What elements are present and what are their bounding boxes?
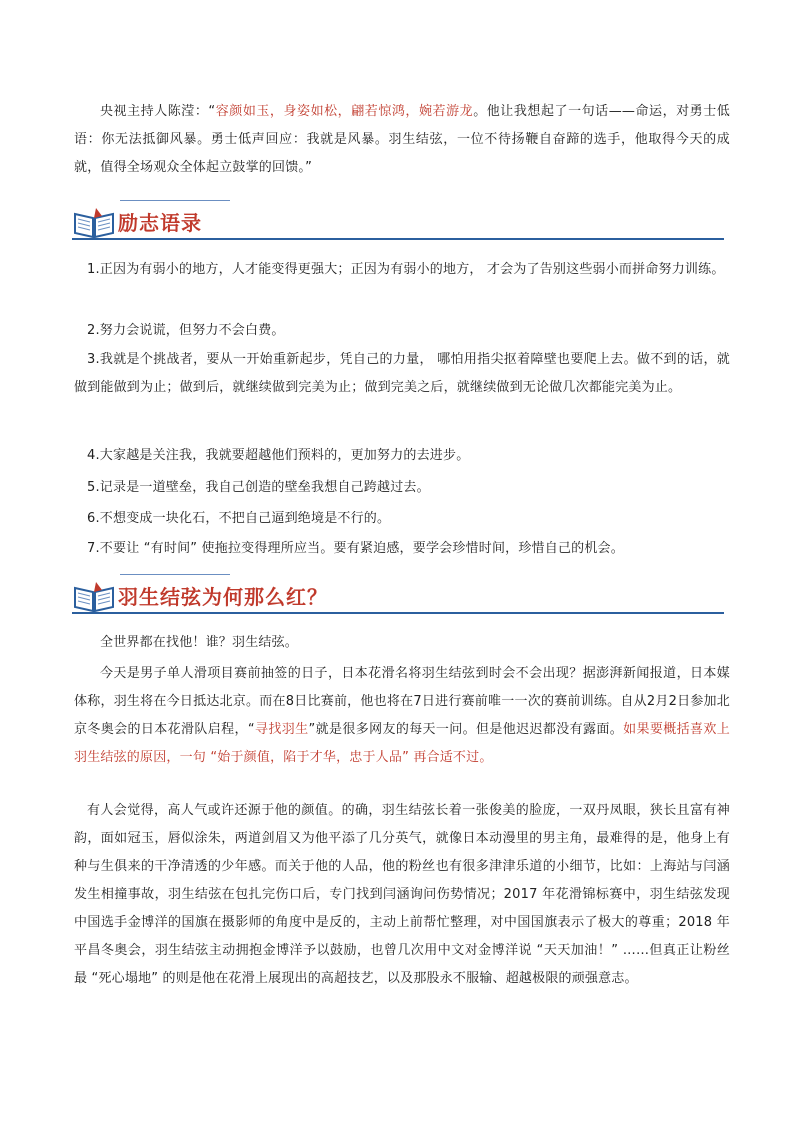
quote-7: 7.不要让 “有时间” 使拖拉变得理所应当。要有紧迫感，要学会珍惜时间，珍惜自己的机会。 [87,541,624,556]
body-paragraph-2 [74,660,730,772]
p2-red-phrase: 寻找羽生 [254,722,309,737]
open-book-icon [72,206,116,240]
body-paragraph-3: 有人会觉得，高人气或许还源于他的颜值。的确，羽生结弦长着一张俊美的脸庞，一双丹凤眼，狭长且富有神韵，面如冠玉，唇似涂朱，两道剑眉又为他平添了几分英气，就像日本动漫里的男主角，最难得的是，他身上有种与生俱来的干净清透的少年感。而关于他的人品，他的粉丝也有很多津津乐道的小细节，比如：上海站与闫涵发生相撞事故，羽生结弦在包扎完伤口后，专门找到闫涵询问伤势情况；2017 年花滑锦标赛中，羽生结弦发现中国选手金博洋的国旗在摄影师的角度中是反的，主动上前帮忙整理，对中国国旗表示了极大的尊重；2018 年平昌冬奥会，羽生结弦主动拥抱金博洋予以鼓励，也曾几次用中文对金博洋说 “天天加油！” ……但真正让粉丝最 “死心塌地” 的则是他在花滑上展现出的高超技艺，以及那股永不服输、超越极限的顽强意志。 [74,803,730,986]
quote-2: 2.努力会说谎，但努力不会白费。 [87,323,285,338]
heading-top-line [120,200,230,201]
section-heading-why-popular [72,574,724,616]
quote-4: 4.大家越是关注我，我就要超越他们预料的，更加努力的去进步。 [87,448,470,463]
intro-paragraph [74,98,730,182]
intro-highlight: 容颜如玉，身姿如松，翩若惊鸿，婉若游龙 [215,104,474,119]
p2-red-summary: 如果要概括喜欢上羽生结弦的原因，一句 “始于颜值，陷于才华，忠于人品” 再合适不过。 [74,722,730,765]
quote-3: 3.我就是个挑战者，要从一开始重新起步，凭自己的力量， 哪怕用指尖抠着障壁也要爬上去。做不到的话，就做到能做到为止；做到后，就继续做到完美为止；做到完美之后，就继续做到无论做几次都能完美为止。 [74,352,730,395]
section-title-why-popular: 羽生结弦为何那么红？ [118,585,328,609]
heading-top-line [120,574,230,575]
p2-mid: ”就是很多网友的每天一问。但是他迟迟都没有露面。 [308,722,624,737]
section-heading-quotes [72,200,724,242]
section-title-quotes: 励志语录 [118,211,202,235]
quote-5: 5.记录是一道壁垒，我自己创造的壁垒我想自己跨越过去。 [87,480,430,495]
heading-rule [72,238,724,240]
quote-1: 1.正因为有弱小的地方，人才能变得更强大；正因为有弱小的地方， 才会为了告别这些弱小而拼命努力训练。 [87,262,725,277]
quote-6: 6.不想变成一块化石，不把自己逼到绝境是不行的。 [87,511,391,526]
intro-prefix: 央视主持人陈滢：“ [100,104,216,119]
body-paragraph-1: 全世界都在找他！谁？羽生结弦。 [100,635,299,650]
intro-suffix: 。他让我想起了一句话——命运，对勇士低语：你无法抵御风暴。勇士低声回应：我就是风暴。羽生结弦，一位不待扬鞭自奋蹄的选手，他取得今天的成就，值得全场观众全体起立鼓掌的回馈。” [74,104,730,175]
heading-rule [72,612,724,614]
p2-main: 今天是男子单人滑项目赛前抽签的日子，日本花滑名将羽生结弦到时会不会出现？据澎湃新闻报道，日本媒体称，羽生将在今日抵达北京。而在8日比赛前，他也将在7日进行赛前唯一一次的赛前训练。自从2月2日参加北京冬奥会的日本花滑队启程，“ [74,666,730,737]
open-book-icon [72,580,116,614]
